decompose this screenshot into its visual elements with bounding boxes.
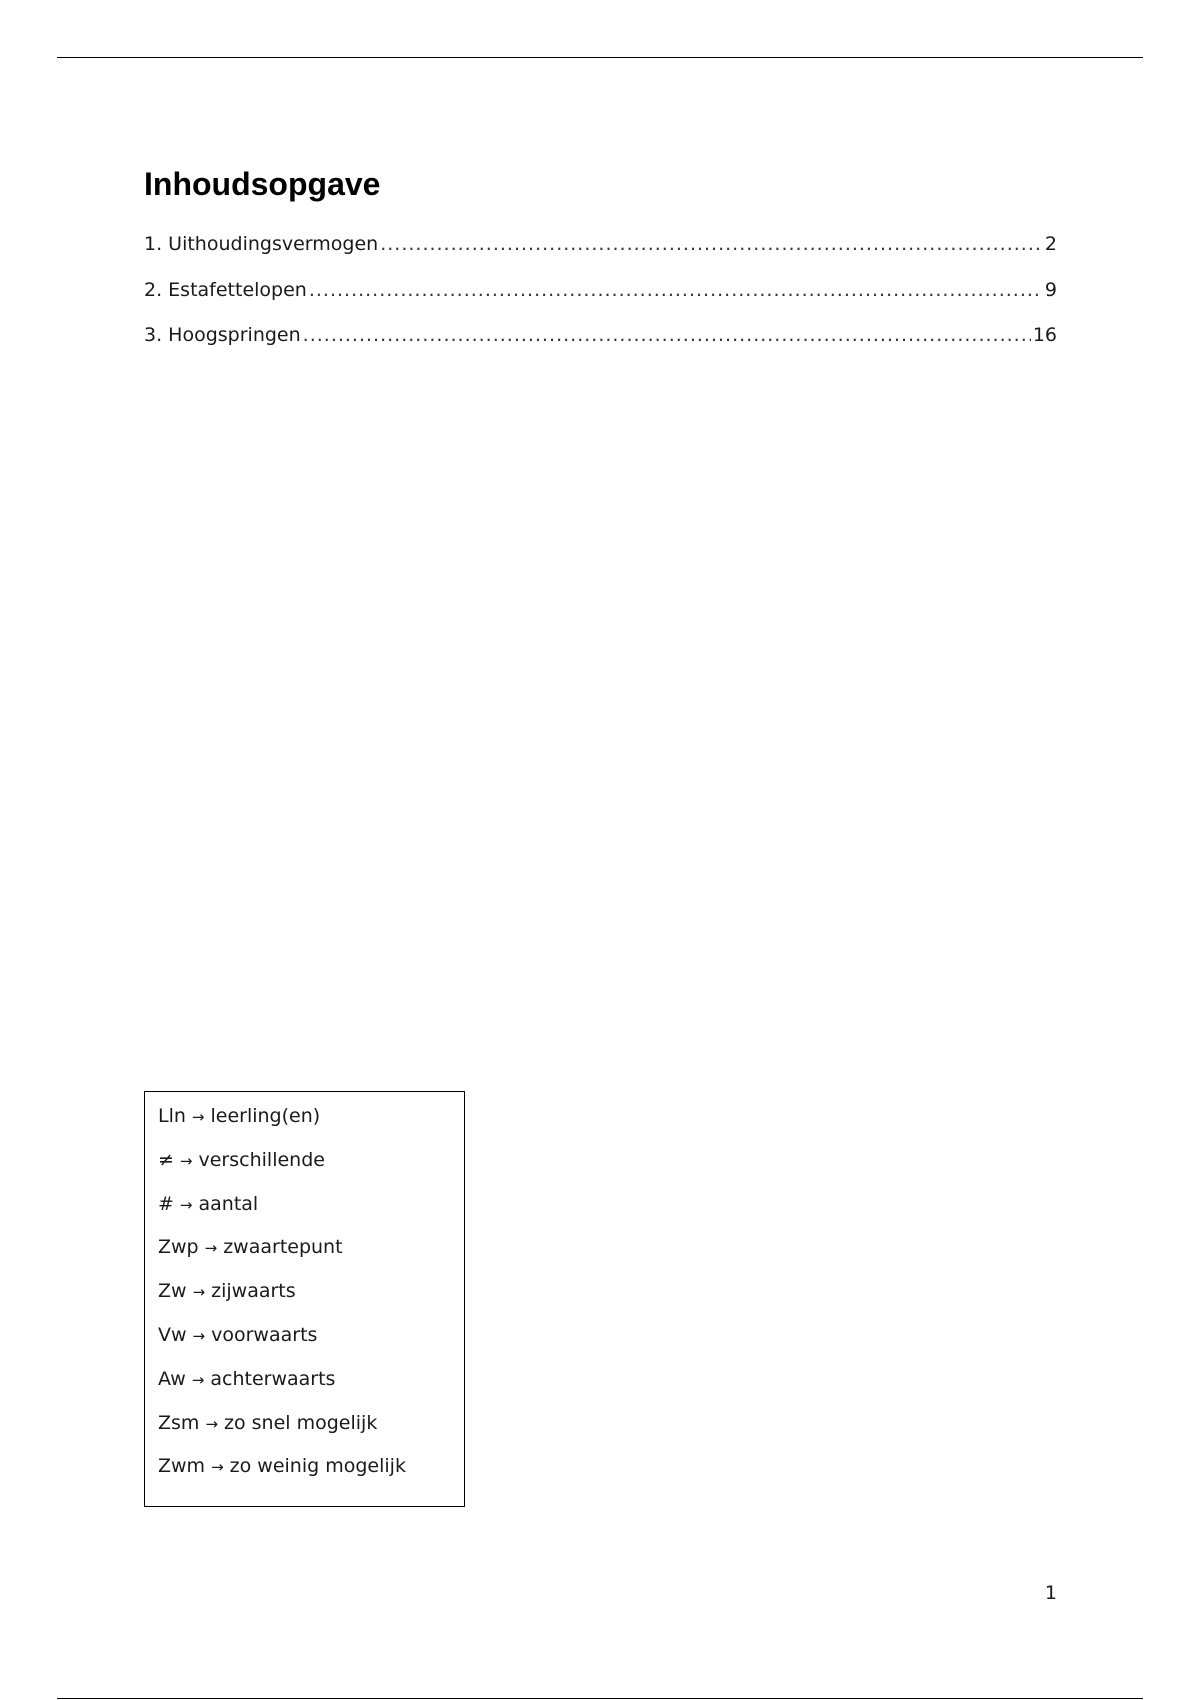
abbreviation-item — [158, 1324, 464, 1368]
arrow-right-icon: → — [191, 1370, 205, 1389]
abbreviation-item — [158, 1236, 464, 1280]
toc-entry-label: 2. Estafettelopen — [144, 278, 307, 301]
toc-entry-page: 2 — [1044, 233, 1057, 255]
abbreviation-item — [158, 1412, 464, 1456]
toc-entry-page: 16 — [1032, 324, 1057, 346]
abbreviation-meaning: leerling(en) — [210, 1105, 321, 1127]
toc-entry[interactable] — [144, 233, 1057, 279]
arrow-right-icon: → — [192, 1283, 206, 1302]
toc-entry-page: 9 — [1044, 278, 1057, 301]
toc-entry-label: 1. Uithoudingsvermogen — [144, 233, 379, 255]
footer-rule — [57, 1698, 1143, 1699]
header-rule — [57, 57, 1143, 58]
page-number: 1 — [1044, 1582, 1057, 1604]
toc-dot-leader — [303, 324, 1031, 346]
abbreviation-meaning: zwaartepunt — [223, 1236, 343, 1259]
abbreviation-meaning: zo snel mogelijk — [224, 1411, 378, 1434]
arrow-right-icon: → — [179, 1195, 193, 1214]
abbreviation-meaning: verschillende — [198, 1148, 325, 1171]
arrow-right-icon: → — [191, 1108, 205, 1126]
abbreviation-term: Zsm — [158, 1411, 200, 1434]
arrow-right-icon: → — [211, 1458, 224, 1477]
abbreviation-meaning: achterwaarts — [210, 1367, 336, 1390]
arrow-right-icon: → — [204, 1239, 218, 1258]
abbreviation-term: ≠ — [158, 1148, 174, 1171]
arrow-right-icon: → — [192, 1326, 206, 1345]
abbreviation-term: Zwm — [158, 1455, 206, 1478]
toc-dot-leader — [309, 279, 1043, 301]
abbreviation-meaning: aantal — [198, 1192, 259, 1215]
arrow-right-icon: → — [179, 1151, 193, 1170]
abbreviation-item — [158, 1149, 464, 1193]
toc-dot-leader — [380, 233, 1043, 255]
abbreviation-term: Zwp — [158, 1236, 199, 1259]
abbreviation-meaning: voorwaarts — [211, 1323, 318, 1346]
toc-entry-label: 3. Hoogspringen — [144, 324, 301, 346]
abbreviation-item — [158, 1368, 464, 1412]
toc-entry[interactable] — [144, 279, 1057, 325]
abbreviation-term: Zw — [158, 1280, 187, 1303]
abbreviation-item — [158, 1193, 464, 1237]
abbreviation-meaning: zijwaarts — [211, 1280, 296, 1303]
toc-entry[interactable] — [144, 324, 1057, 370]
abbreviation-item — [158, 1105, 464, 1149]
abbreviation-term: # — [158, 1192, 174, 1215]
abbreviations-box — [144, 1091, 465, 1507]
abbreviation-meaning: zo weinig mogelijk — [229, 1455, 406, 1478]
abbreviation-term: Lln — [158, 1105, 186, 1127]
toc-title: Inhoudsopgave — [144, 166, 381, 202]
arrow-right-icon: → — [205, 1414, 219, 1433]
abbreviation-term: Vw — [158, 1323, 187, 1346]
abbreviation-item — [158, 1280, 464, 1324]
table-of-contents — [144, 233, 1057, 370]
abbreviation-item — [158, 1455, 464, 1499]
abbreviation-term: Aw — [158, 1367, 186, 1390]
